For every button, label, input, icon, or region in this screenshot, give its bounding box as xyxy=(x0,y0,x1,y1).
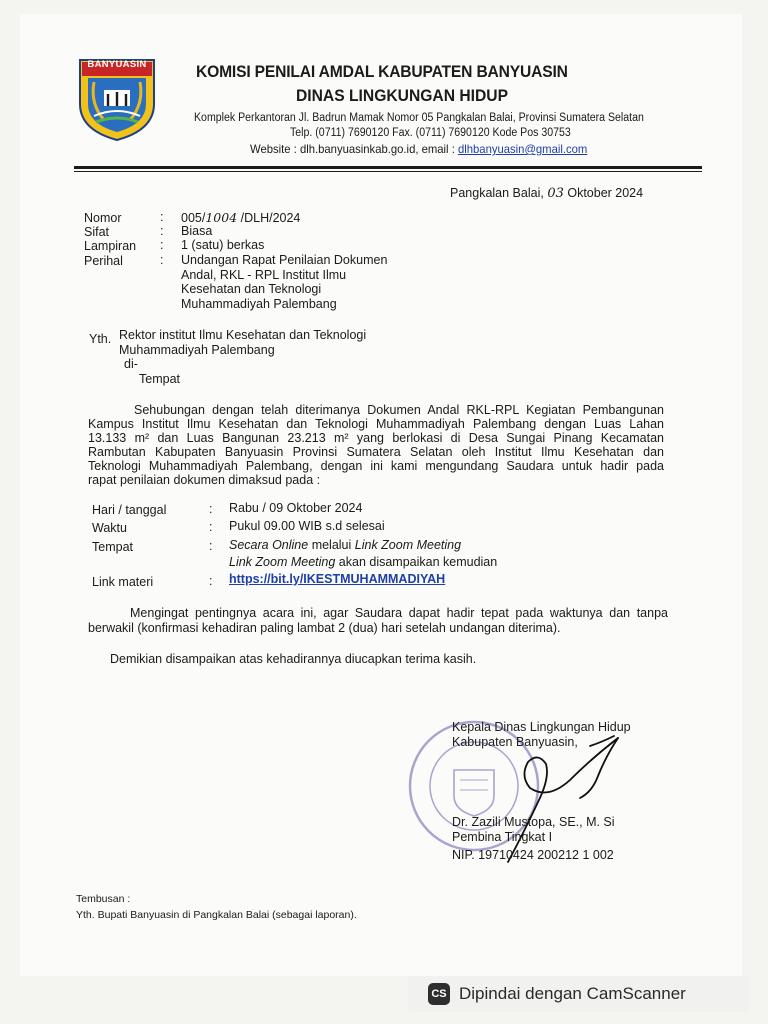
meta-sep: : xyxy=(160,210,164,224)
letterhead-title: KOMISI PENILAI AMDAL KABUPATEN BANYUASIN xyxy=(196,62,568,81)
body-paragraph-line: 13.133 m² dan Luas Bangunan 23.213 m² yang berlokasi di Desa Sungai Pinang Kecamatan xyxy=(88,431,664,445)
tempat-zoom: Link Zoom Meeting xyxy=(354,538,462,552)
tempat-via: melalui xyxy=(308,538,355,552)
schedule-label-hari: Hari / tanggal xyxy=(92,503,167,517)
schedule-value-tempat-line2 xyxy=(229,555,497,569)
date-place: Pangkalan Balai, xyxy=(450,186,544,200)
addressee-yth: Yth. xyxy=(89,332,112,346)
schedule-value-tempat xyxy=(229,538,461,552)
signatory-regency: Kabupaten Banyuasin, xyxy=(452,735,578,749)
meta-sep: : xyxy=(160,238,164,252)
body-paragraph-line: Kampus Institut Ilmu Kesehatan dan Teknologi Muhammadiyah Palembang dengan Luas Lahan xyxy=(88,417,664,431)
date-rest: Oktober 2024 xyxy=(567,186,644,200)
body-paragraph-line: rapat penilaian dokumen dimaksud pada : xyxy=(88,473,321,487)
letter-date xyxy=(450,186,643,201)
camscanner-icon: CS xyxy=(428,983,450,1005)
perihal-line: Kesehatan dan Teknologi xyxy=(181,282,322,296)
addressee-place: Tempat xyxy=(139,372,180,386)
signatory-name: Dr. Zazili Mustopa, SE., M. Si xyxy=(452,815,615,829)
schedule-value-waktu: Pukul 09.00 WIB s.d selesai xyxy=(229,519,385,533)
materi-link[interactable]: https://bit.ly/IKESTMUHAMMADIYAH xyxy=(229,572,446,586)
schedule-label-waktu: Waktu xyxy=(92,521,127,535)
meta-value-sifat: Biasa xyxy=(181,224,213,238)
schedule-sep: : xyxy=(209,574,213,588)
header-rule-thin xyxy=(74,171,702,172)
body-paragraph-line: Sehubungan dengan telah diterimanya Dokumen Andal RKL-RPL Kegiatan Pembangunan xyxy=(134,403,664,417)
meta-label-perihal: Perihal xyxy=(84,254,123,268)
body-paragraph-line: Teknologi Muhammadiyah Palembang, dengan ini kami mengundang Saudara untuk hadir pada xyxy=(88,459,664,473)
letterhead-subtitle: DINAS LINGKUNGAN HIDUP xyxy=(296,86,509,105)
tembusan-line: Yth. Bupati Banyuasin di Pangkalan Balai (sebagai laporan). xyxy=(76,909,357,921)
meta-label-nomor: Nomor xyxy=(84,211,122,225)
meta-label-sifat: Sifat xyxy=(84,225,110,239)
tempat-online: Secara Online xyxy=(229,538,309,552)
nomor-handwritten: 1004 xyxy=(205,210,238,225)
schedule-label-link: Link materi xyxy=(92,575,154,589)
letterhead-phone: Telp. (0711) 7690120 Fax. (0711) 7690120 Kode Pos 30753 xyxy=(290,127,571,139)
body-paragraph-line: Rambutan Kabupaten Banyuasin Provinsi Sumatera Selatan oleh Institut Ilmu Kesehatan dan xyxy=(88,445,664,459)
tembusan-title: Tembusan : xyxy=(76,893,131,905)
nomor-prefix: 005/ xyxy=(181,211,206,225)
schedule-sep: : xyxy=(209,539,213,553)
perihal-line: Muhammadiyah Palembang xyxy=(181,297,337,311)
perihal-line: Undangan Rapat Penilaian Dokumen xyxy=(181,253,388,267)
schedule-label-tempat: Tempat xyxy=(92,540,133,554)
addressee-line: Rektor institut Ilmu Kesehatan dan Teknologi xyxy=(119,328,367,342)
website-text: Website : dlh.banyuasinkab.go.id, email : xyxy=(250,142,458,156)
letterhead-address: Komplek Perkantoran Jl. Badrun Mamak Nomor 05 Pangkalan Balai, Provinsi Sumatera Selatan xyxy=(194,112,644,124)
meta-sep: : xyxy=(160,224,164,238)
nomor-suffix: /DLH/2024 xyxy=(237,211,301,225)
email-link[interactable]: dlhbanyuasin@gmail.com xyxy=(457,142,588,156)
scanner-text: Dipindai dengan CamScanner xyxy=(459,984,686,1003)
date-day-handwritten: 03 xyxy=(547,186,564,201)
body-paragraph-line: Mengingat pentingnya acara ini, agar Saudara dapat hadir tepat pada waktunya dan tanpa xyxy=(130,606,668,620)
schedule-value-hari: Rabu / 09 Oktober 2024 xyxy=(229,501,363,515)
tempat-zoom-2: Link Zoom Meeting xyxy=(229,555,336,569)
addressee-line: Muhammadiyah Palembang xyxy=(119,343,275,357)
perihal-line: Andal, RKL - RPL Institut Ilmu xyxy=(181,268,347,282)
body-paragraph-line: berwakil (konfirmasi kehadiran paling lambat 2 (dua) hari setelah undangan diterima). xyxy=(88,621,561,635)
signatory-position: Kepala Dinas Lingkungan Hidup xyxy=(452,720,631,734)
signatory-rank: Pembina Tingkat I xyxy=(452,830,553,844)
schedule-sep: : xyxy=(209,520,213,534)
signatory-nip: NIP. 19710424 200212 1 002 xyxy=(452,848,614,862)
tempat-later: akan disampaikan kemudian xyxy=(335,555,498,569)
closing-sentence: Demikian disampaikan atas kehadirannya diucapkan terima kasih. xyxy=(110,652,477,666)
schedule-sep: : xyxy=(209,502,213,516)
meta-value-nomor xyxy=(181,210,300,225)
meta-sep: : xyxy=(160,253,164,267)
meta-label-lampiran: Lampiran xyxy=(84,239,137,253)
meta-value-lampiran: 1 (satu) berkas xyxy=(181,238,265,252)
letterhead-website xyxy=(250,142,587,156)
logo-text: BANYUASIN xyxy=(87,59,147,70)
addressee-line: di- xyxy=(124,357,138,371)
header-rule xyxy=(74,166,702,169)
